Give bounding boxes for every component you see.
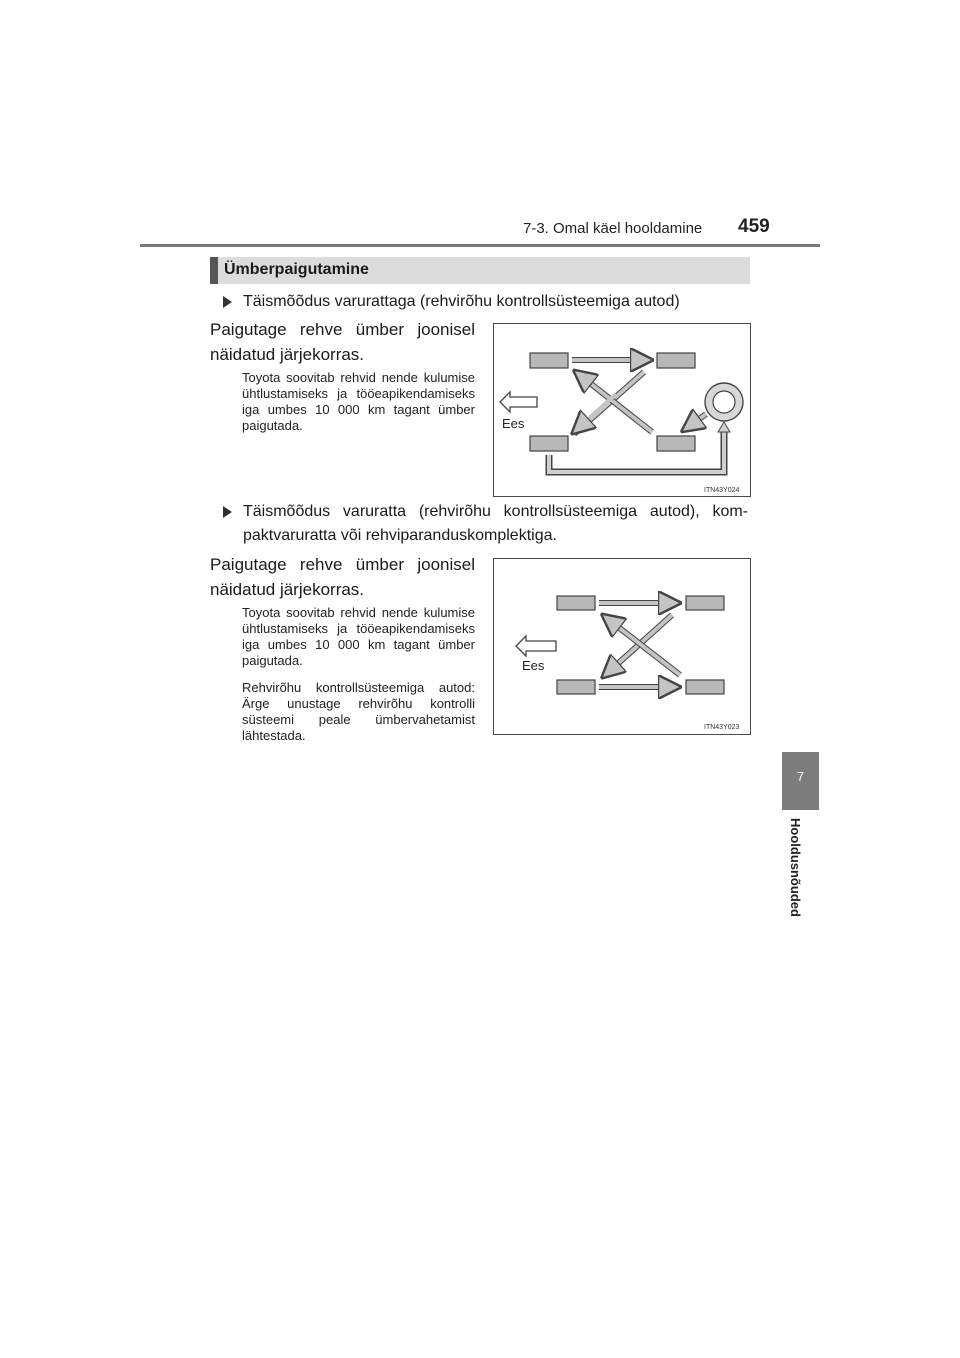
page-number: 459 [738,216,770,237]
rotation-diagram-compact-spare [493,558,751,735]
reset-note-text: Rehvirõhu kontrollsüsteemiga autod: Ärge unustage rehvirõhu kontrolli süsteemi peale ümbervahetamist lähtestada. [242,680,475,743]
tire-rear-left [557,680,595,694]
chapter-tab [782,752,819,810]
chapter-side-label: Hooldusnõuded [788,818,803,917]
arrow-spare-to-rear-right [684,414,706,430]
header-divider [140,244,820,247]
tire-rear-left [530,436,568,451]
tire-front-left [530,353,568,368]
instruction-text: Paigutage rehve ümber joonisel näidatud järjekorras. [210,320,475,364]
tire-front-right [686,596,724,610]
section-title: Ümberpaigutamine [224,261,369,278]
spare-tire-icon [705,383,743,421]
chapter-number: 7 [796,769,805,784]
header-section-title: 7-3. Omal käel hooldamine [523,220,703,237]
forward-label: Ees [502,416,525,431]
instruction-text: Paigutage rehve ümber joonisel näidatud järjekorras. [210,555,475,599]
note-text: Toyota soovitab rehvid nende kulumise ühtlustamiseks ja tööeapikendamiseks iga umbes 10 000 km tagant ümber paigutada. [242,370,475,433]
bullet-item-compact-spare [223,500,748,552]
figure-code: ITN43Y024 [704,487,740,494]
forward-label: Ees [522,658,545,673]
tire-rear-right [657,436,695,451]
bullet-text: Täismõõdus varurattaga (rehvirõhu kontrollsüsteemiga autod) [243,293,680,310]
forward-direction-arrow-icon [516,636,556,656]
triangle-bullet-icon [223,506,232,518]
arrow-front-right-to-rear-left [574,394,616,432]
figure-code: ITN43Y023 [704,724,740,731]
triangle-bullet-icon [223,296,232,308]
forward-direction-arrow-icon [500,392,537,412]
section-heading-bar [210,257,750,284]
rotation-diagram-with-spare [493,323,751,497]
tire-rear-right [686,680,724,694]
bullet-text: Täismõõdus varuratta (rehvirõhu kontrollsüsteemiga autod), kompaktvaruratta või rehviparanduskomplektiga. [243,503,748,544]
section-marker [210,257,218,284]
tire-front-right [657,353,695,368]
note-text: Toyota soovitab rehvid nende kulumise ühtlustamiseks ja tööeapikendamiseks iga umbes 10 000 km tagant ümber paigutada. [242,605,475,668]
tire-front-left [557,596,595,610]
